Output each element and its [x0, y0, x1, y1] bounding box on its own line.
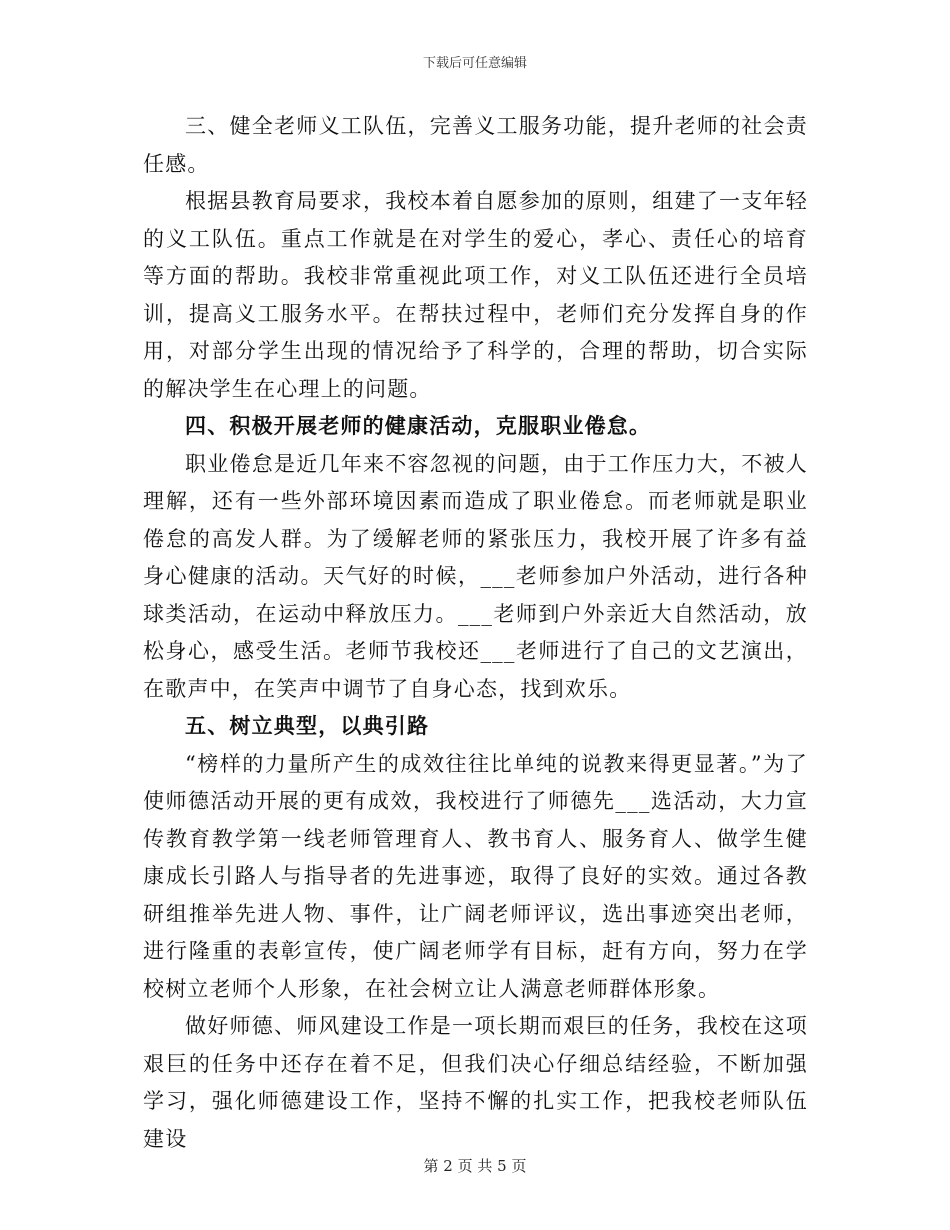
page-header: 下载后可任意编辑 — [422, 56, 527, 71]
heading-section-four: 四、积极开展老师的健康活动，克服职业倦怠。 — [185, 414, 652, 438]
paragraph-burnout: 职业倦怠是近几年来不容忽视的问题，由于工作压力大，不被人理解，还有一些外部环境因素而造成了职业倦怠。而老师就是职业倦怠的高发人群。为了缓解老师的紧张压力，我校开展了许多有益身心健康的活动。天气好的时候，___老师参加户外活动，进行各种球类活动，在运动中释放压力。___老师到户外亲近大自然活动，放松身心，感受生活。老师节我校还___老师进行了自己的文艺演出，在歌声中，在笑声中调节了自身心态，找到欢乐。 — [143, 451, 808, 701]
paragraph-role-models: “榜样的力量所产生的成效往往比单纯的说教来得更显著。”为了使师德活动开展的更有成效，我校进行了师德先___选活动，大力宣传教育教学第一线老师管理育人、教书育人、服务育人、做学生健康成长引路人与指导者的先进事迹，取得了良好的实效。通过各教研组推举先进人物、事件，让广阔老师评议，选出事迹突出老师，进行隆重的表彰宣传，使广阔老师学有目标，赶有方向，努力在学校树立老师个人形象，在社会树立让人满意老师群体形象。 — [143, 751, 808, 1001]
paragraph-conclusion: 做好师德、师风建设工作是一项长期而艰巨的任务，我校在这项艰巨的任务中还存在着不足，但我们决心仔细总结经验，不断加强学习，强化师德建设工作，坚持不懈的扎实工作，把我校老师队伍建设 — [143, 1014, 808, 1151]
page-number: 第 2 页 共 5 页 — [423, 1157, 527, 1175]
heading-section-five: 五、树立典型，以典引路 — [185, 714, 430, 738]
paragraph-volunteer-team: 根据县教育局要求，我校本着自愿参加的原则，组建了一支年轻的义工队伍。重点工作就是在对学生的爱心，孝心、责任心的培育等方面的帮助。我校非常重视此项工作，对义工队伍还进行全员培训，提高义工服务水平。在帮扶过程中，老师们充分发挥自身的作用，对部分学生出现的情况给予了科学的，合理的帮助，切合实际的解决学生在心理上的问题。 — [143, 189, 808, 401]
paragraph-section-three: 三、健全老师义工队伍，完善义工服务功能，提升老师的社会责任感。 — [143, 114, 808, 176]
document-body — [143, 108, 808, 1158]
